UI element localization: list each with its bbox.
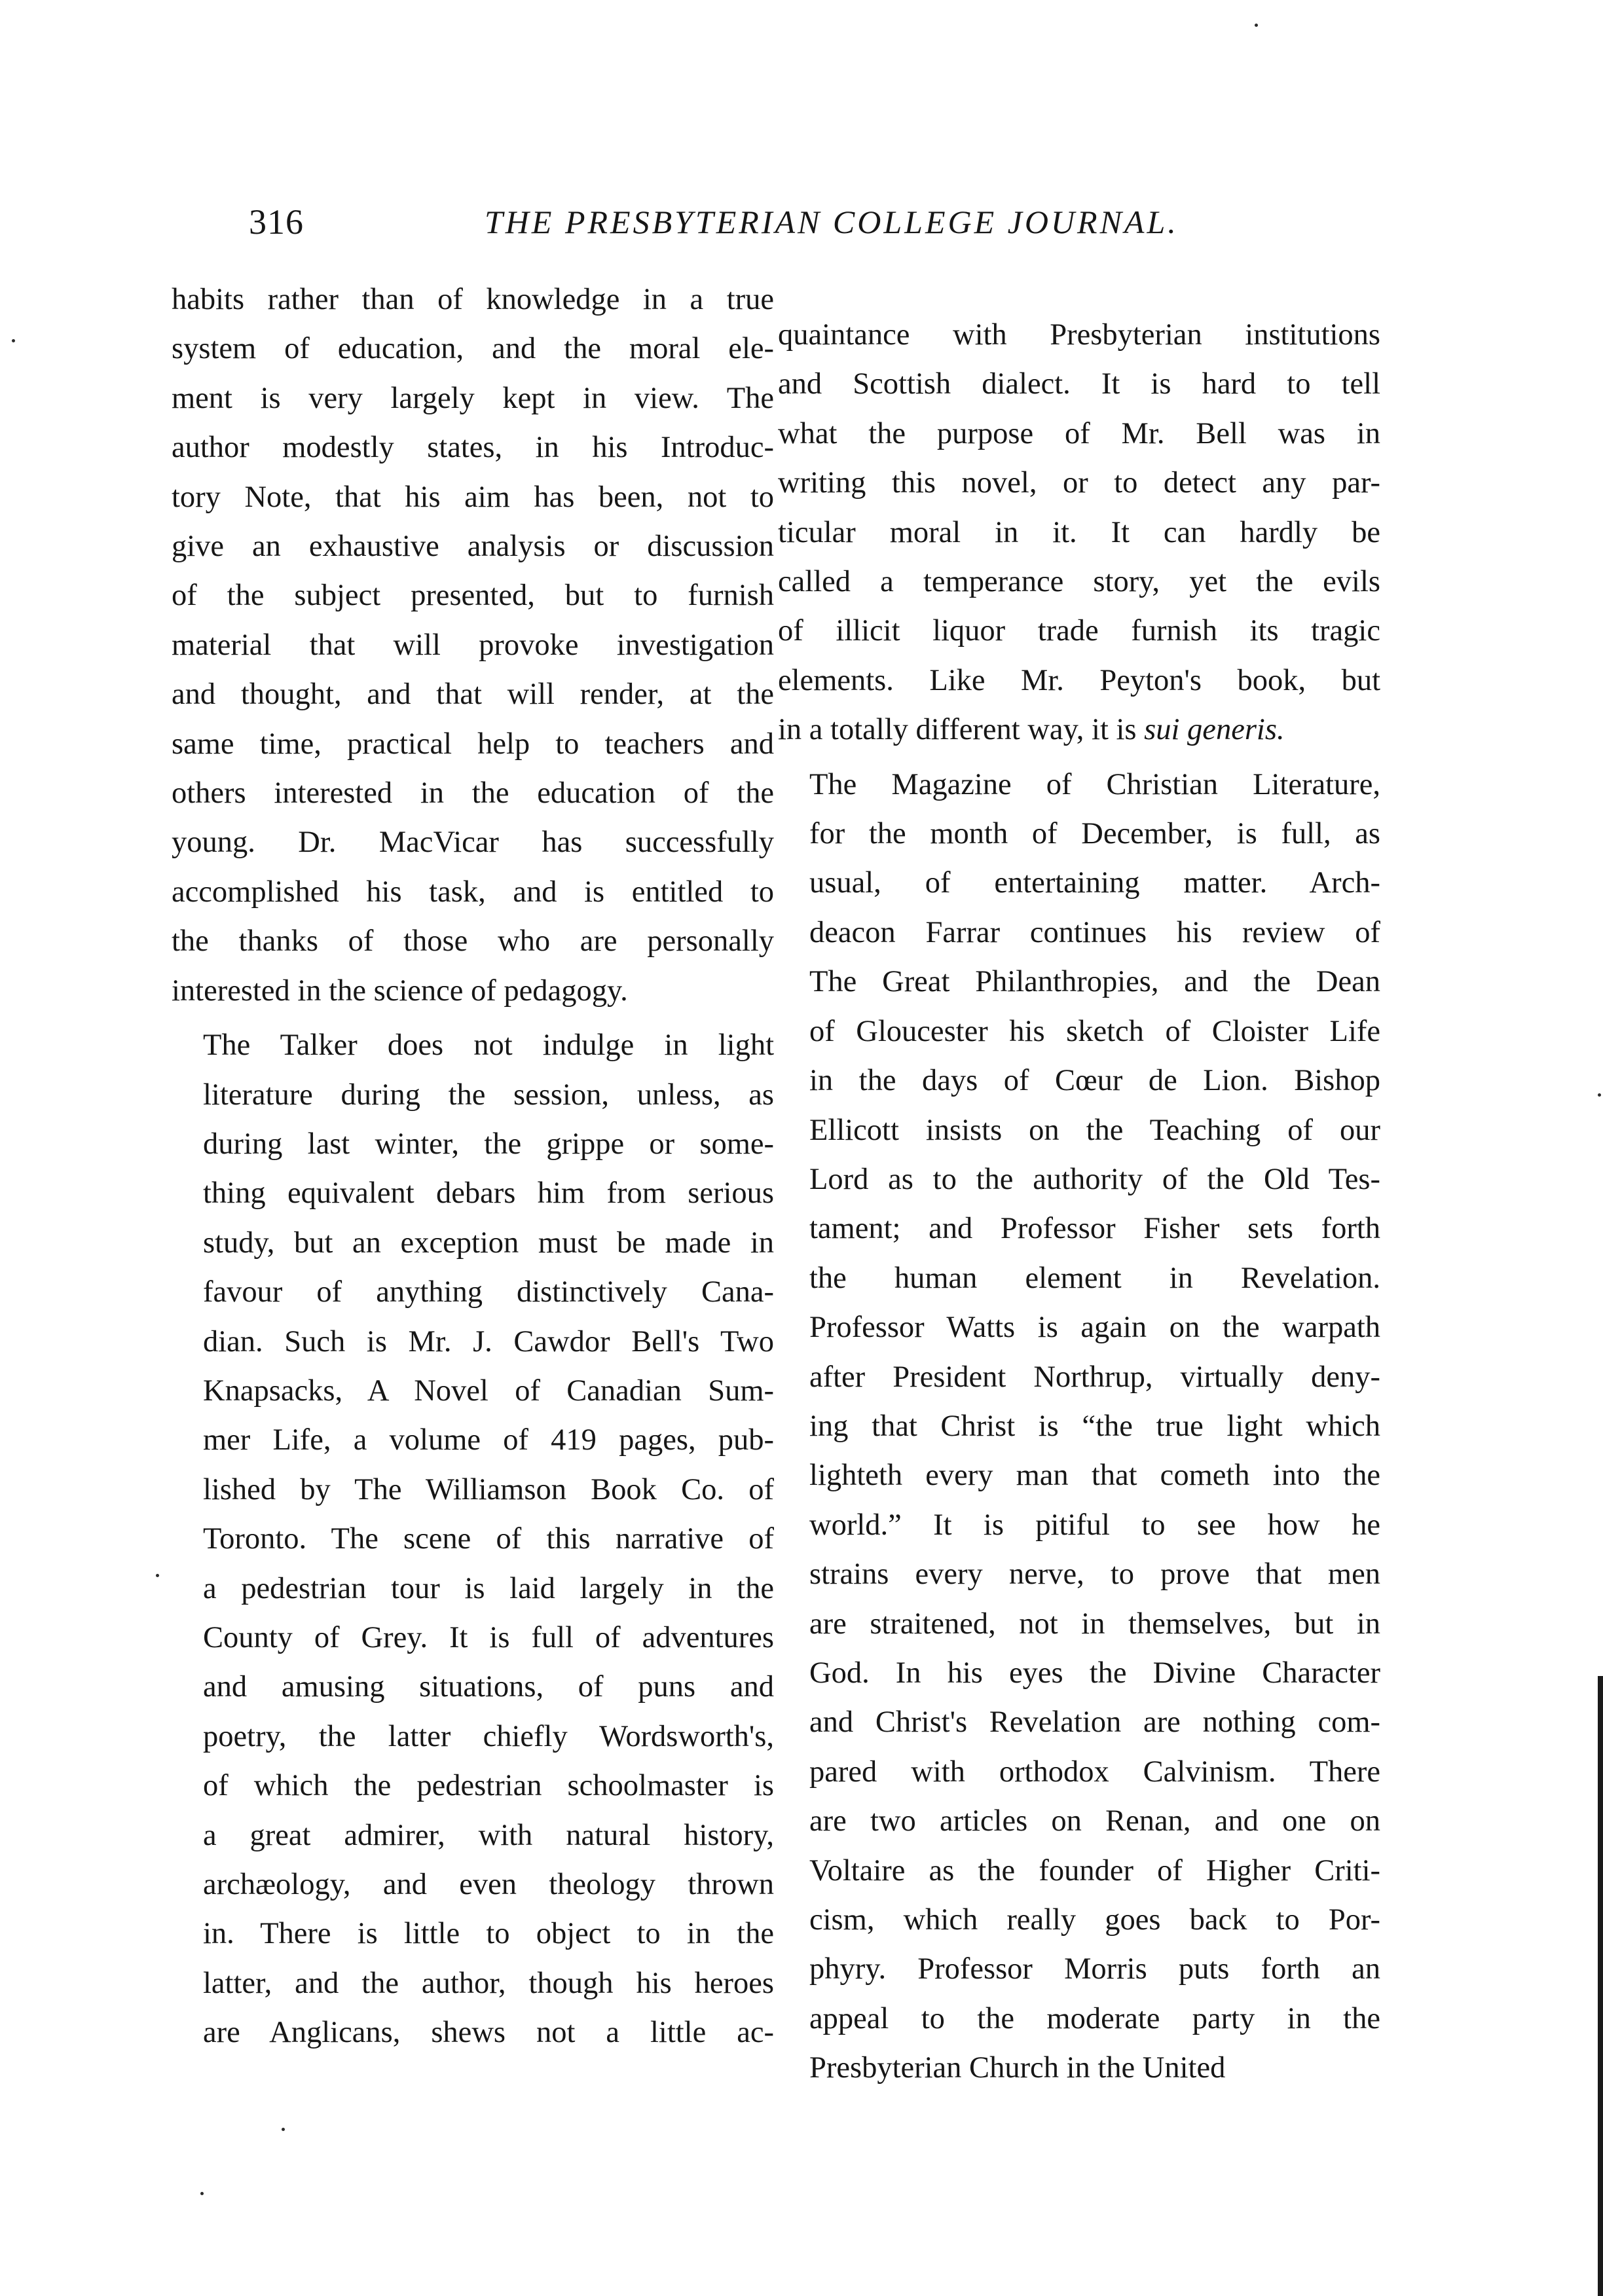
text-line: the thanks of those who are personally xyxy=(172,924,774,958)
text-line: accomplished his task, and is entitled to xyxy=(172,875,774,909)
text-line: and thought, and that will render, at the xyxy=(172,678,774,712)
text-line: writing this novel, or to detect any par- xyxy=(778,466,1380,500)
text-line: what the purpose of Mr. Bell was in xyxy=(778,416,1380,450)
text-line: of illicit liquor trade furnish its tragic xyxy=(778,614,1380,648)
text-line: study, but an exception must be made in xyxy=(203,1226,774,1260)
text-line: appeal to the moderate party in the xyxy=(809,2001,1380,2035)
text-line: favour of anything distinctively Cana- xyxy=(203,1275,774,1309)
paragraph xyxy=(778,760,1380,2093)
text-line: mer Life, a volume of 419 pages, pub- xyxy=(203,1423,774,1457)
text-line: latter, and the author, though his heroes xyxy=(203,1966,774,2000)
text-line: Toronto. The scene of this narrative of xyxy=(203,1522,774,1556)
text-line: Lord as to the authority of the Old Tes- xyxy=(809,1162,1380,1196)
print-speck xyxy=(1598,1093,1601,1097)
text-line: lished by The Williamson Book Co. of xyxy=(203,1472,774,1506)
text-line: same time, practical help to teachers and xyxy=(172,727,774,761)
text-line: literature during the session, unless, as xyxy=(203,1078,774,1112)
text-line: a great admirer, with natural history, xyxy=(203,1818,774,1852)
page-edge-shadow xyxy=(1598,1676,1603,2296)
text-line: ment is very largely kept in view. The xyxy=(172,381,774,415)
text-line: The Magazine of Christian Literature, xyxy=(809,767,1380,801)
text-line: author modestly states, in his Introduc- xyxy=(172,431,774,465)
text-line: poetry, the latter chiefly Wordsworth's, xyxy=(203,1719,774,1753)
print-speck xyxy=(200,2192,204,2195)
text-line: dian. Such is Mr. J. Cawdor Bell's Two xyxy=(203,1324,774,1358)
text-line: Voltaire as the founder of Higher Criti- xyxy=(809,1853,1380,1887)
text-line: give an exhaustive analysis or discussion xyxy=(172,530,774,564)
text-line: Presbyterian Church in the United xyxy=(809,2051,1226,2085)
print-speck xyxy=(1255,24,1258,27)
text-line: in the days of Cœur de Lion. Bishop xyxy=(809,1064,1380,1098)
text-line: cism, which really goes back to Por- xyxy=(809,1903,1380,1937)
print-speck xyxy=(156,1574,159,1577)
text-line: pared with orthodox Calvinism. There xyxy=(809,1755,1380,1789)
text-line: tament; and Professor Fisher sets forth xyxy=(809,1212,1380,1246)
text-line: God. In his eyes the Divine Character xyxy=(809,1656,1380,1690)
text-line: interested in the science of pedagogy. xyxy=(172,974,628,1008)
right-column xyxy=(778,310,1380,2093)
text-line: of Gloucester his sketch of Cloister Life xyxy=(809,1014,1380,1048)
text-line: system of education, and the moral ele- xyxy=(172,332,774,366)
running-title: THE PRESBYTERIAN COLLEGE JOURNAL. xyxy=(485,204,1179,240)
text-line: are Anglicans, shews not a little ac- xyxy=(203,2016,774,2050)
text-line: of the subject presented, but to furnish xyxy=(172,579,774,613)
text-line: and Scottish dialect. It is hard to tell xyxy=(778,367,1380,401)
text-line: phyry. Professor Morris puts forth an xyxy=(809,1952,1380,1986)
text-line: young. Dr. MacVicar has successfully xyxy=(172,826,774,860)
text-line: The Great Philanthropies, and the Dean xyxy=(809,965,1380,999)
text-line: world.” It is pitiful to see how he xyxy=(809,1508,1380,1542)
italic-phrase: sui generis. xyxy=(1144,713,1285,747)
text-line: are straitened, not in themselves, but in xyxy=(809,1607,1380,1641)
text-line: and Christ's Revelation are nothing com- xyxy=(809,1705,1380,1740)
text-line: called a temperance story, yet the evils xyxy=(778,565,1380,599)
text-line: The Talker does not indulge in light xyxy=(203,1029,774,1063)
text-line: Professor Watts is again on the warpath xyxy=(809,1311,1380,1345)
text-line: for the month of December, is full, as xyxy=(809,817,1380,851)
text-line: the human element in Revelation. xyxy=(809,1261,1380,1295)
text-line: are two articles on Renan, and one on xyxy=(809,1804,1380,1838)
text-line: quaintance with Presbyterian institutions xyxy=(778,318,1380,352)
left-column xyxy=(172,275,774,2058)
paragraph xyxy=(778,310,1380,755)
text-line: lighteth every man that cometh into the xyxy=(809,1459,1380,1493)
text-fragment: in a totally different way, it is xyxy=(778,713,1137,747)
text-line: ing that Christ is “the true light which xyxy=(809,1409,1380,1443)
text-line: after President Northrup, virtually deny- xyxy=(809,1360,1380,1394)
text-line: during last winter, the grippe or some- xyxy=(203,1127,774,1161)
text-line: usual, of entertaining matter. Arch- xyxy=(809,866,1380,900)
page-header xyxy=(249,196,1192,268)
text-line xyxy=(778,705,1380,754)
print-speck xyxy=(282,2128,285,2131)
print-speck xyxy=(12,339,15,342)
page-number: 316 xyxy=(249,202,304,242)
text-line: material that will provoke investigation xyxy=(172,628,774,662)
text-line: of which the pedestrian schoolmaster is xyxy=(203,1769,774,1803)
text-line: others interested in the education of the xyxy=(172,776,774,811)
text-line: Ellicott insists on the Teaching of our xyxy=(809,1113,1380,1147)
text-line: County of Grey. It is full of adventures xyxy=(203,1620,774,1654)
text-line: Knapsacks, A Novel of Canadian Sum- xyxy=(203,1374,774,1408)
text-line: archæology, and even theology thrown xyxy=(203,1868,774,1901)
text-line: and amusing situations, of puns and xyxy=(203,1670,774,1704)
paragraph xyxy=(172,275,774,1015)
text-line: deacon Farrar continues his review of xyxy=(809,915,1380,949)
text-line: thing equivalent debars him from serious xyxy=(203,1176,774,1211)
text-line: habits rather than of knowledge in a true xyxy=(172,283,774,316)
text-line: strains every nerve, to prove that men xyxy=(809,1558,1380,1592)
text-line: tory Note, that his aim has been, not to xyxy=(172,480,774,514)
text-line: ticular moral in it. It can hardly be xyxy=(778,515,1380,549)
paragraph xyxy=(172,1021,774,2058)
text-line: in. There is little to object to in the xyxy=(203,1917,774,1951)
text-line: elements. Like Mr. Peyton's book, but xyxy=(778,663,1380,697)
text-line: a pedestrian tour is laid largely in the xyxy=(203,1571,774,1605)
